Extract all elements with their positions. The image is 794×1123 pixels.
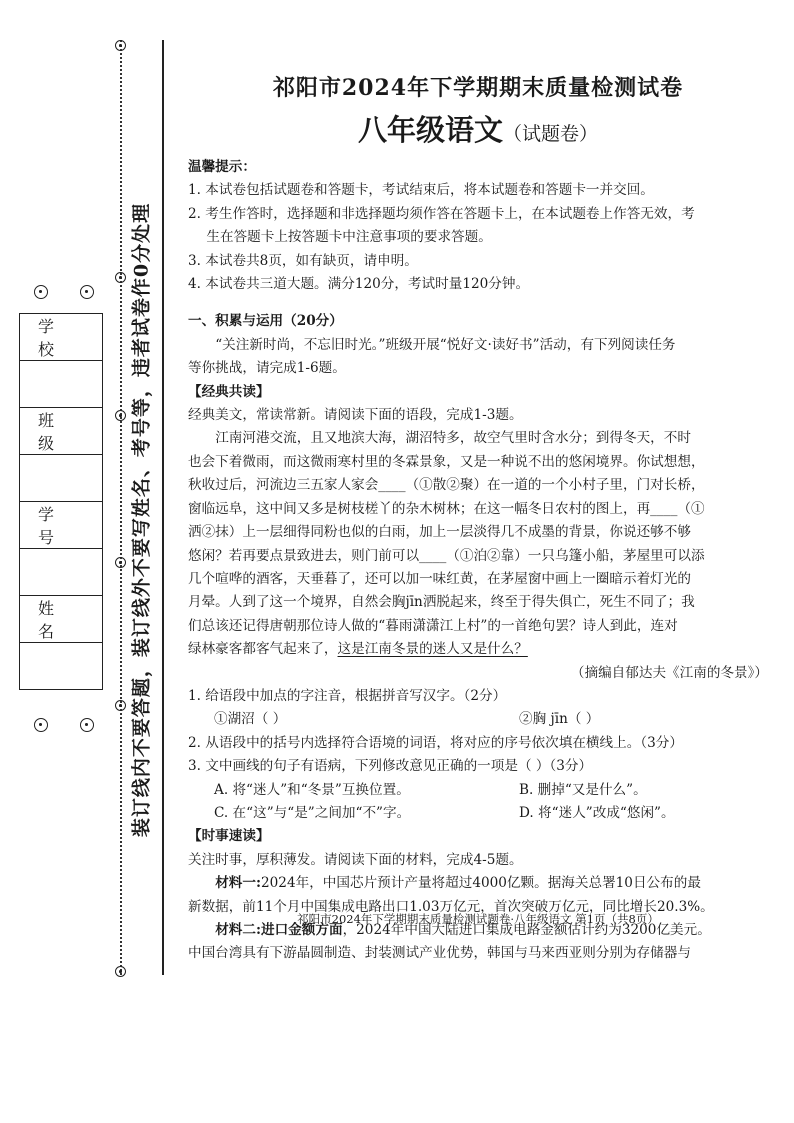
material-1-text: 2024年，中国芯片预计产量将超过4000亿颗。据海关总署10日公布的最 bbox=[261, 875, 701, 892]
notice-item: 1. 本试卷包括试题卷和答题卡，考试结束后，将本试题卷和答题卡一并交回。 bbox=[188, 182, 654, 199]
part-title: 【时事速读】 bbox=[188, 828, 270, 845]
binding-hole-icon bbox=[115, 410, 126, 421]
punch-hole-icon bbox=[80, 718, 94, 732]
binding-warning-text: 装订线内不要答题，装订线外不要写姓名、考号等，违者试卷作0分处理 bbox=[130, 202, 153, 838]
exam-title: 祁阳市2024年下学期期末质量检测试卷 bbox=[272, 75, 684, 101]
binding-hole-icon bbox=[115, 700, 126, 711]
passage-line: 窗临远阜，这中间又多是树枝槎丫的杂木树林；在这一幅冬日农村的图上，再____（① bbox=[188, 500, 705, 517]
notice-item: 生在答题卡上按答题卡中注意事项的要求答题。 bbox=[206, 229, 492, 246]
passage-line: 也会下着微雨，而这微雨寒村里的冬霖景象，又是一种说不出的悠闲境界。你试想想， bbox=[188, 453, 705, 470]
question-1-item-a: ①湖沼（ ） bbox=[214, 711, 287, 728]
passage-line: 悠闲？若再要点景致进去，则门前可以____（①泊②靠）一只乌篷小船，茅屋里可以添 bbox=[188, 547, 705, 564]
material-2-cont: 中国台湾具有下游晶圆制造、封装测试产业优势，韩国与马来西亚则分别为存储器与 bbox=[188, 945, 691, 962]
class-label: 班级 bbox=[20, 408, 102, 455]
binding-hole-icon bbox=[115, 40, 126, 51]
section-intro: 等你挑战，请完成1-6题。 bbox=[188, 360, 346, 377]
question-1: 1. 给语段中加点的字注音，根据拼音写汉字。（2分） bbox=[188, 687, 507, 704]
notice-heading: 温馨提示： bbox=[188, 159, 256, 175]
material-1 bbox=[188, 872, 768, 895]
passage-source: （摘编自郁达夫《江南的冬景》） bbox=[570, 664, 768, 681]
binding-solid-line bbox=[162, 40, 164, 975]
question-3: 3. 文中画线的句子有语病，下列修改意见正确的一项是（ ）（3分） bbox=[188, 758, 593, 775]
option-b: B. 删掉“又是什么”。 bbox=[519, 781, 647, 798]
underlined-sentence: 这是江南冬景的迷人又是什么？ bbox=[337, 641, 528, 658]
punch-hole-icon bbox=[80, 285, 94, 299]
binding-hole-icon bbox=[115, 557, 126, 568]
class-field[interactable] bbox=[20, 455, 102, 502]
school-field[interactable] bbox=[20, 361, 102, 408]
question-1-items bbox=[188, 708, 768, 731]
subject-name: 八年级语文 bbox=[357, 113, 503, 147]
section-heading: 一、积累与运用（20分） bbox=[188, 313, 343, 330]
material-2-label: 材料二:进口金额方面 bbox=[215, 922, 343, 938]
material-1-label: 材料一: bbox=[215, 875, 261, 892]
material-2-text: ，2024年中国大陆进口集成电路金额估计约为3200亿美元。 bbox=[342, 922, 711, 938]
option-c: C. 在“这”与“是”之间加“不”字。 bbox=[214, 804, 411, 821]
passage-line: 几个喧哗的酒客，天垂暮了，还可以加一味红黄，在茅屋窗中画上一圈暗示着灯光的 bbox=[188, 570, 691, 587]
student-number-field[interactable] bbox=[20, 549, 102, 596]
question-3-options bbox=[188, 779, 768, 802]
question-1-item-b: ②胸 jīn（ ） bbox=[519, 711, 600, 728]
passage-line: 秋收过后，河流边三五家人家会____（①散②聚）在一道的一个小村子里，门对长桥， bbox=[188, 477, 705, 494]
subject-suffix: （试题卷） bbox=[503, 123, 599, 145]
notice-item: 4. 本试卷共三道大题。满分120分，考试时量120分钟。 bbox=[188, 276, 530, 293]
binding-hole-icon bbox=[115, 272, 126, 283]
exam-content bbox=[188, 72, 768, 966]
notice-item: 3. 本试卷共8页，如有缺页，请申明。 bbox=[188, 252, 418, 269]
name-label: 姓名 bbox=[20, 596, 102, 643]
notice-item: 2. 考生作答时，选择题和非选择题均须作答在答题卡上，在本试题卷上作答无效，考 bbox=[188, 205, 695, 222]
name-field[interactable] bbox=[20, 643, 102, 690]
student-info-table bbox=[19, 313, 103, 690]
part-intro: 关注时事，厚积薄发。请阅读下面的材料，完成4-5题。 bbox=[188, 851, 523, 868]
passage-line: 们总该还记得唐朝那位诗人做的“暮雨潇潇江上村”的一首绝句罢？诗人到此，连对 bbox=[188, 617, 678, 634]
punch-hole-icon bbox=[34, 718, 48, 732]
student-number-label: 学号 bbox=[20, 502, 102, 549]
question-2: 2. 从语段中的括号内选择符合语境的词语，将对应的序号依次填在横线上。（3分） bbox=[188, 734, 683, 751]
passage-line: 洒②抹）上一层细得同粉也似的白雨，加上一层淡得几不成墨的背景，你说还够不够 bbox=[188, 524, 691, 541]
binding-dotted-line bbox=[120, 40, 122, 975]
exam-subject bbox=[188, 110, 768, 154]
option-d: D. 将“迷人”改成“悠闲”。 bbox=[519, 804, 675, 821]
passage-line: 月晕。人到了这一个境界，自然会胸jīn洒脱起来，终至于得失俱亡，死生不同了；我 bbox=[188, 594, 695, 611]
part-intro: 经典美文，常读常新。请阅读下面的语段，完成1-3题。 bbox=[188, 407, 523, 424]
passage-line bbox=[188, 638, 768, 661]
punch-hole-icon bbox=[34, 285, 48, 299]
material-1-cont: 新数据，前11个月中国集成电路出口1.03万亿元，首次突破万亿元，同比增长20.3%。 bbox=[188, 898, 714, 915]
school-label: 学校 bbox=[20, 314, 102, 361]
section-intro: “关注新时尚，不忘旧时光。”班级开展“悦好文·读好书”活动，有下列阅读任务 bbox=[215, 336, 676, 353]
part-title: 【经典共读】 bbox=[188, 383, 270, 400]
option-a: A. 将“迷人”和“冬景”互换位置。 bbox=[214, 781, 410, 798]
passage-line: 江南河港交流，且又地滨大海，湖沼特多，故空气里时含水分；到得冬天，不时 bbox=[215, 430, 691, 447]
page-footer: 祁阳市2024年下学期期末质量检测试题卷·八年级语文 第1页（共8页） bbox=[297, 912, 659, 926]
question-3-options bbox=[188, 802, 768, 825]
passage-line-text: 绿林豪客都客气起来了， bbox=[188, 641, 338, 658]
binding-hole-icon bbox=[115, 966, 126, 977]
